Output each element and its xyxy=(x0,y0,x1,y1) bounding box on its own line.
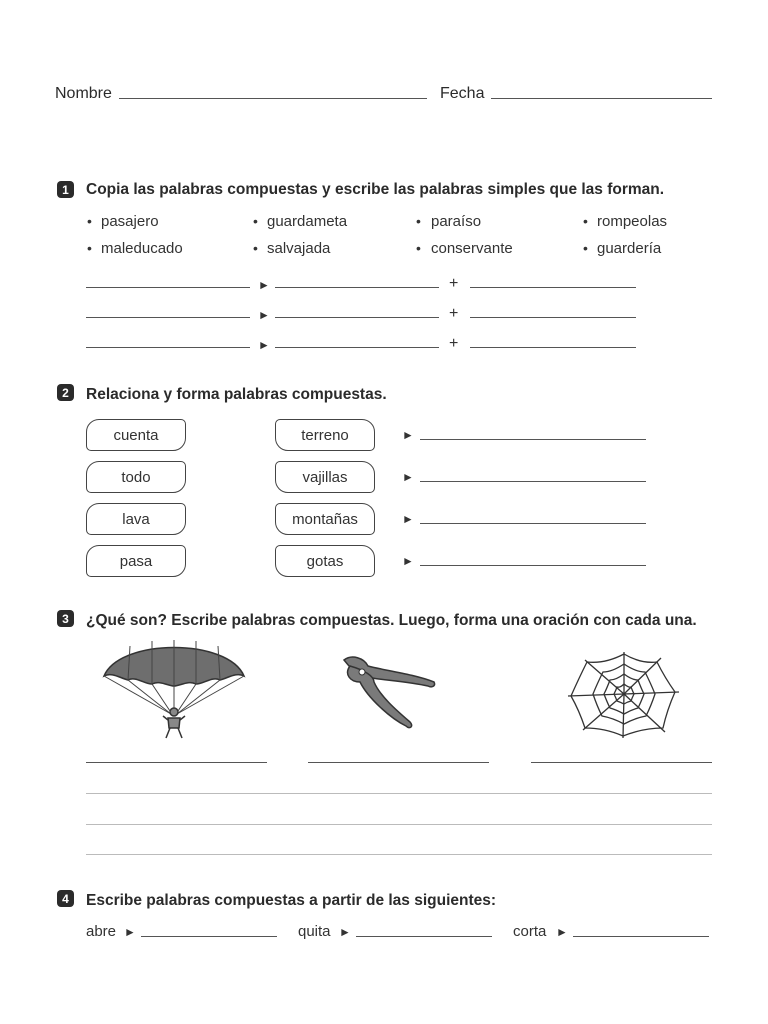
bullet: • xyxy=(416,240,421,256)
word-box-left[interactable]: todo xyxy=(86,461,186,493)
exercise-4-number: 4 xyxy=(57,890,74,907)
exercise-1-instruction: Copia las palabras compuestas y escribe las palabras simples que las forman. xyxy=(86,181,665,198)
answer-line[interactable] xyxy=(275,317,439,318)
name-input-line[interactable] xyxy=(119,98,427,99)
word-box-left[interactable]: cuenta xyxy=(86,419,186,451)
arrow-icon: ► xyxy=(402,428,414,442)
answer-line[interactable] xyxy=(531,762,712,763)
answer-line[interactable] xyxy=(275,347,439,348)
arrow-icon: ► xyxy=(339,925,351,939)
bullet: • xyxy=(253,240,258,256)
answer-line[interactable] xyxy=(86,317,250,318)
answer-line[interactable] xyxy=(420,439,646,440)
answer-line[interactable] xyxy=(470,347,636,348)
plus-icon: + xyxy=(449,275,459,292)
arrow-icon: ► xyxy=(402,512,414,526)
answer-line[interactable] xyxy=(275,287,439,288)
answer-line[interactable] xyxy=(470,317,636,318)
prefix-word: corta xyxy=(513,923,547,940)
sentence-line[interactable] xyxy=(86,854,712,855)
word-box-right[interactable]: terreno xyxy=(275,419,375,451)
name-label: Nombre xyxy=(55,85,112,102)
arrow-icon: ► xyxy=(124,925,136,939)
bullet: • xyxy=(87,213,92,229)
word-item: rompeolas xyxy=(597,213,668,230)
sentence-line[interactable] xyxy=(86,793,712,794)
spiderweb-icon xyxy=(565,648,683,740)
word-item: guardameta xyxy=(267,213,348,230)
arrow-icon: ► xyxy=(258,278,270,292)
answer-line[interactable] xyxy=(141,936,277,937)
answer-line[interactable] xyxy=(573,936,709,937)
word-item: maleducado xyxy=(101,240,183,257)
sentence-line[interactable] xyxy=(86,824,712,825)
word-box-left[interactable]: lava xyxy=(86,503,186,535)
date-label: Fecha xyxy=(440,85,485,102)
word-box-right[interactable]: vajillas xyxy=(275,461,375,493)
word-item: paraíso xyxy=(431,213,482,230)
arrow-icon: ► xyxy=(258,308,270,322)
arrow-icon: ► xyxy=(402,554,414,568)
word-box-right[interactable]: montañas xyxy=(275,503,375,535)
word-box-left[interactable]: pasa xyxy=(86,545,186,577)
bullet: • xyxy=(583,240,588,256)
parachute-icon xyxy=(100,638,248,742)
answer-line[interactable] xyxy=(420,523,646,524)
answer-line[interactable] xyxy=(470,287,636,288)
bullet: • xyxy=(416,213,421,229)
exercise-2-number: 2 xyxy=(57,384,74,401)
arrow-icon: ► xyxy=(556,925,568,939)
exercise-4-instruction: Escribe palabras compuestas a partir de las siguientes: xyxy=(86,892,497,909)
exercise-3-number: 3 xyxy=(57,610,74,627)
prefix-word: abre xyxy=(86,923,117,940)
bullet: • xyxy=(87,240,92,256)
answer-line[interactable] xyxy=(356,936,492,937)
plus-icon: + xyxy=(449,305,459,322)
exercise-3-instruction: ¿Qué son? Escribe palabras compuestas. Luego, forma una oración con cada una. xyxy=(86,612,697,629)
answer-line[interactable] xyxy=(420,481,646,482)
exercise-1-number: 1 xyxy=(57,181,74,198)
date-input-line[interactable] xyxy=(491,98,712,99)
word-box-right[interactable]: gotas xyxy=(275,545,375,577)
word-item: salvajada xyxy=(267,240,331,257)
bullet: • xyxy=(583,213,588,229)
bullet: • xyxy=(253,213,258,229)
answer-line[interactable] xyxy=(420,565,646,566)
answer-line[interactable] xyxy=(86,347,250,348)
word-item: guardería xyxy=(597,240,662,257)
answer-line[interactable] xyxy=(86,287,250,288)
prefix-word: quita xyxy=(298,923,331,940)
answer-line[interactable] xyxy=(86,762,267,763)
answer-line[interactable] xyxy=(308,762,489,763)
exercise-2-instruction: Relaciona y forma palabras compuestas. xyxy=(86,386,387,403)
nutcracker-icon xyxy=(338,652,438,732)
plus-icon: + xyxy=(449,335,459,352)
arrow-icon: ► xyxy=(402,470,414,484)
arrow-icon: ► xyxy=(258,338,270,352)
word-item: pasajero xyxy=(101,213,159,230)
word-item: conservante xyxy=(431,240,513,257)
